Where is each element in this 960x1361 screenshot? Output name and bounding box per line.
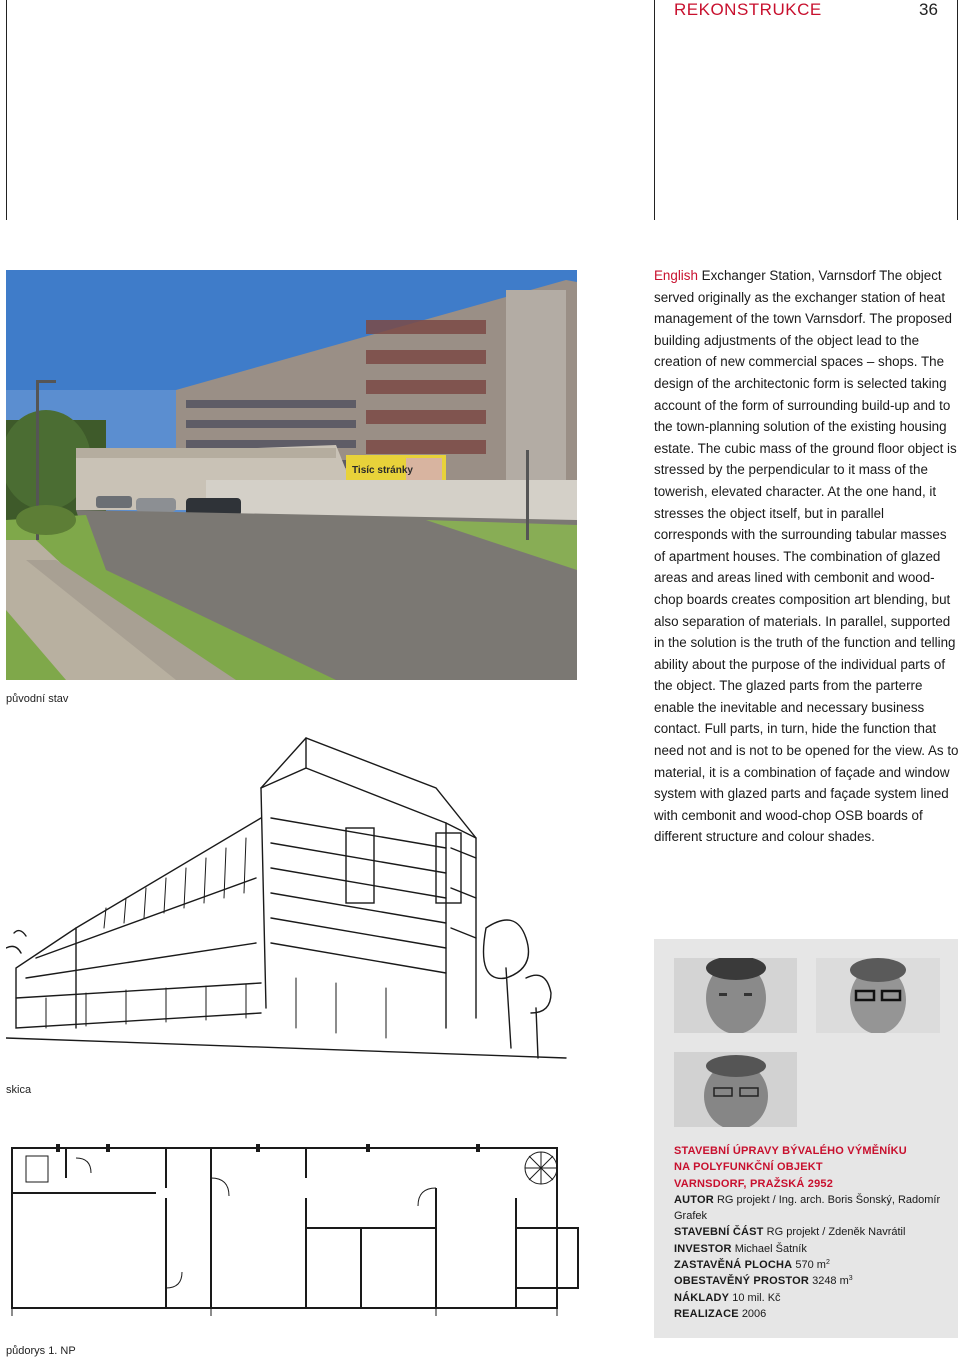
credit-naklady: NÁKLADY 10 mil. Kč (674, 1291, 781, 1304)
article-body: The object served originally as the exchanger station of heat management of the town Varnsdorf. The proposed building adjustments of the object lead to the creation of new commercial spaces – shops. The design of the architectonic form is selected taking account of the form of surrounding build-up and to the town-planning solution of the existing housing estate. The cubic mass of the ground floor object is stressed by the perpendicular to it mass of the towerish, elevated character. At the one hand, it stresses the object itself, but in parallel corresponds with the surrounding tabular masses of apartment houses. The combination of glazed areas and areas lined with cembonit and wood-chop boards creates composition art blending, but also separation of materials. In parallel, supported in the solution is the truth of the function and telling ability about the purpose of the individual parts of the object. The glazed parts from the parterre enable the inevitable and necessary business contact. Full parts, in turn, hide the function that need not and is not to be opened for the view. As to material, it is a combination of façade and window system with glazed parts and façade system lined with cembonit and wood-chop OSB boards of different structure and colour shades. (654, 268, 959, 845)
plan-caption: půdorys 1. NP (6, 1345, 76, 1357)
portrait-photo-2 (816, 958, 940, 1033)
project-title-line-2: NA POLYFUNKČNÍ OBJEKT (674, 1161, 823, 1174)
header-rule-right (957, 0, 958, 220)
section-title: REKONSTRUKCE (674, 0, 822, 19)
photo-caption: původní stav (6, 693, 69, 705)
credit-zastavena-plocha: ZASTAVĚNÁ PLOCHA 570 $m^2$ (674, 1259, 830, 1272)
project-credits (674, 1143, 954, 1322)
article-text (654, 265, 960, 848)
credit-realizace: REALIZACE 2006 (674, 1307, 767, 1320)
perspective-sketch (6, 728, 596, 1068)
credit-stavebni-cast: STAVEBNÍ ČÁST RG projekt / Zdeněk Navrátil (674, 1226, 906, 1239)
sketch-caption: skica (6, 1084, 32, 1096)
project-title-line-3: VARNSDORF, PRAŽSKÁ 2952 (674, 1177, 834, 1190)
portrait-photo-1 (674, 958, 797, 1033)
article-language: English (654, 268, 698, 283)
project-info-box (654, 939, 958, 1338)
billboard-text: Tisíc stránky (352, 465, 413, 476)
credit-autor: AUTOR RG projekt / Ing. arch. Boris Šonský, Radomír Grafek (674, 1193, 941, 1223)
original-state-photo (6, 270, 577, 680)
floor-plan (6, 1138, 598, 1324)
page-number: 36 (919, 0, 938, 19)
article-title: Exchanger Station, Varnsdorf (701, 268, 876, 283)
credit-obestaveny-prostor: OBESTAVĚNÝ PROSTOR 3248 $m^3$ (674, 1275, 853, 1288)
header-rule-left (654, 0, 655, 220)
credit-investor: INVESTOR Michael Šatník (674, 1242, 807, 1255)
left-margin-rule (6, 0, 7, 220)
project-title-line-1: STAVEBNÍ ÚPRAVY BÝVALÉHO VÝMĚNÍKU (674, 1145, 907, 1157)
portrait-photo-3 (674, 1052, 797, 1127)
